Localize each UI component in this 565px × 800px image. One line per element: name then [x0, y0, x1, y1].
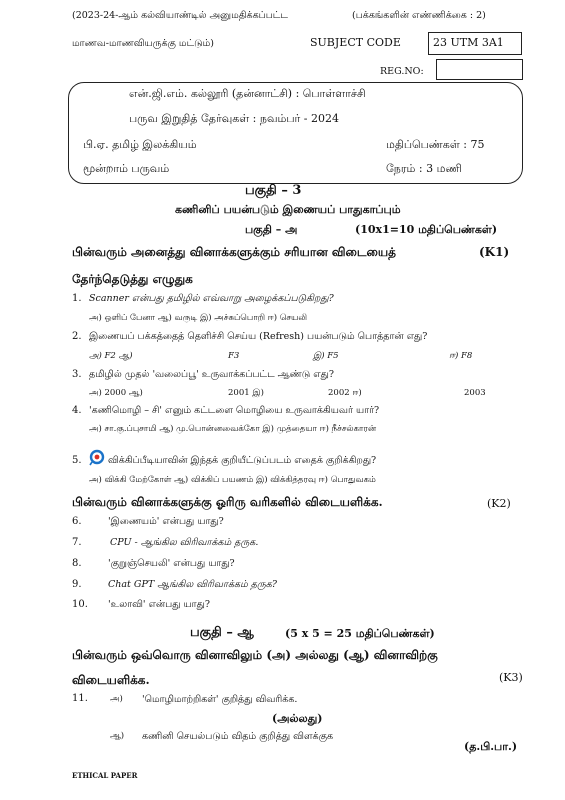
wikidata-logo-icon	[89, 448, 105, 466]
part-b-label: பகுதி – ஆ	[190, 625, 254, 640]
q2-option-c: இ) F5	[313, 351, 339, 361]
part-b-instruction-1: பின்வரும் ஒவ்வொரு வினாவிலும் (அ) அல்லது (ஆ) வினாவிற்கு	[72, 648, 438, 662]
subject-code-box	[428, 32, 522, 55]
section-a-level: (K1)	[479, 245, 510, 259]
max-marks: மதிப்பெண்கள் : 75	[386, 138, 485, 151]
exam-title: பருவ இறுதித் தேர்வுகள் : நவம்பர் - 2024	[129, 112, 339, 125]
q11-option-b-text: கணினி செயல்படும் விதம் குறித்து விளக்குக	[142, 731, 334, 742]
part-b-level: (K3)	[499, 671, 523, 684]
q3-option-a: அ) 2000 ஆ)	[89, 388, 143, 398]
part-b-instruction-2: விடையளிக்க.	[72, 673, 150, 687]
or-separator: (அல்லது)	[272, 712, 323, 725]
q1-options: அ) ஒளிப் பேனா ஆ) வருடி இ) அச்சுப்பொறி ஈ) செயலி	[89, 313, 307, 323]
part-b-marks: (5 x 5 = 25 மதிப்பெண்கள்)	[285, 627, 435, 640]
subject-code-value: 23 UTM 3A1	[433, 36, 504, 49]
q7-number: 7.	[72, 537, 82, 548]
q8-text: 'குறுஞ்செயலி' என்பது யாது?	[108, 558, 235, 569]
q3-option-c: 2002 ஈ)	[328, 388, 362, 398]
q4-text: 'கணிமொழி – சி' எனும் கட்டளை மொழியை உருவாக்கியவர் யார்?	[89, 405, 380, 416]
reg-no-label: REG.NO:	[380, 66, 424, 77]
q5-options: அ) விக்கி மேற்கோள் ஆ) விக்கிப் பயணம் இ) விக்கித்தரவு ஈ) பொதுவகம்	[89, 475, 376, 485]
admission-note-line1: (2023-24-ஆம் கல்வியாண்டில் அனுமதிக்கப்பட்ட	[72, 10, 288, 21]
q2-text: இணையப் பக்கத்தைத் தெளிச்சி செய்ய (Refresh) பயன்படும் பொத்தான் எது?	[89, 331, 428, 342]
q10-text: 'உலாவி' என்பது யாது?	[108, 599, 210, 610]
exam-time: நேரம் : 3 மணி	[386, 162, 462, 175]
subject-code-label: SUBJECT CODE	[310, 36, 401, 49]
section-a-instruction-1: பின்வரும் அனைத்து வினாக்களுக்கும் சரியான விடையைத்	[72, 245, 396, 259]
q11-option-a-label: அ)	[110, 694, 123, 704]
q3-option-d: 2003	[464, 388, 486, 398]
q11-option-a-text: 'மொழிமாற்றிகள்' குறித்து விவரிக்க.	[142, 694, 298, 705]
admission-note-line2: மாணவ-மாணவியருக்கு மட்டும்)	[72, 38, 214, 49]
course-name: பி.ஏ. தமிழ் இலக்கியம்	[83, 138, 197, 151]
paper-subject: கணினிப் பயன்படும் இணையப் பாதுகாப்பும்	[175, 203, 401, 216]
q6-text: 'இணையம்' என்பது யாது?	[108, 516, 224, 527]
continued-note: (த.பி.பா.)	[464, 740, 518, 753]
q11-number: 11.	[72, 693, 88, 704]
q2-option-d: ஈ) F8	[449, 351, 473, 361]
q9-text: Chat GPT ஆங்கில விரிவாக்கம் தருக?	[108, 579, 277, 590]
q3-text: தமிழில் முதல் 'வலைப்பூ' உருவாக்கப்பட்ட ஆண்டு எது?	[89, 369, 335, 380]
section-b-instruction: பின்வரும் வினாக்களுக்கு ஓரிரு வரிகளில் விடையளிக்க.	[72, 495, 383, 509]
page-count: (பக்கங்களின் எண்ணிக்கை : 2)	[352, 10, 486, 21]
q2-number: 2.	[72, 331, 82, 342]
q4-number: 4.	[72, 405, 82, 416]
section-a-instruction-2: தேர்ந்தெடுத்து எழுதுக	[72, 272, 193, 286]
section-b-level: (K2)	[487, 497, 511, 510]
q3-option-b: 2001 இ)	[228, 388, 264, 398]
semester: மூன்றாம் பருவம்	[83, 162, 170, 175]
q1-number: 1.	[72, 293, 82, 304]
section-a-label: பகுதி – அ	[245, 223, 298, 236]
q2-option-b: F3	[228, 351, 240, 361]
reg-no-box	[436, 59, 523, 80]
q5-text: விக்கிப்பீடியாவின் இந்தக் குறியீட்டுப்படம் எதைக் குறிக்கிறது?	[108, 455, 377, 466]
q7-text: CPU - ஆங்கில விரிவாக்கம் தருக.	[110, 537, 259, 548]
college-name: என்.ஜி.எம். கல்லூரி (தன்னாட்சி) : பொள்ளாச்சி	[129, 87, 366, 100]
q9-number: 9.	[72, 579, 82, 590]
q10-number: 10.	[72, 599, 88, 610]
q11-option-b-label: ஆ)	[110, 731, 125, 741]
exam-header-box	[68, 82, 523, 184]
footer-label: ETHICAL PAPER	[72, 771, 138, 780]
q3-number: 3.	[72, 369, 82, 380]
q5-number: 5.	[72, 455, 82, 466]
q2-option-a: அ) F2 ஆ)	[89, 351, 133, 361]
q4-options: அ) சா.கு.ப்புசாமி ஆ) மு.பொன்னவைக்கோ இ) முத்தையா ஈ) நீச்சல்காரன்	[89, 424, 377, 434]
q6-number: 6.	[72, 516, 82, 527]
q8-number: 8.	[72, 558, 82, 569]
section-a-marks: (10x1=10 மதிப்பெண்கள்)	[355, 223, 498, 236]
q1-text: Scanner என்பது தமிழில் எவ்வாறு அழைக்கப்படுகிறது?	[89, 293, 334, 304]
part-title: பகுதி – 3	[245, 183, 302, 198]
